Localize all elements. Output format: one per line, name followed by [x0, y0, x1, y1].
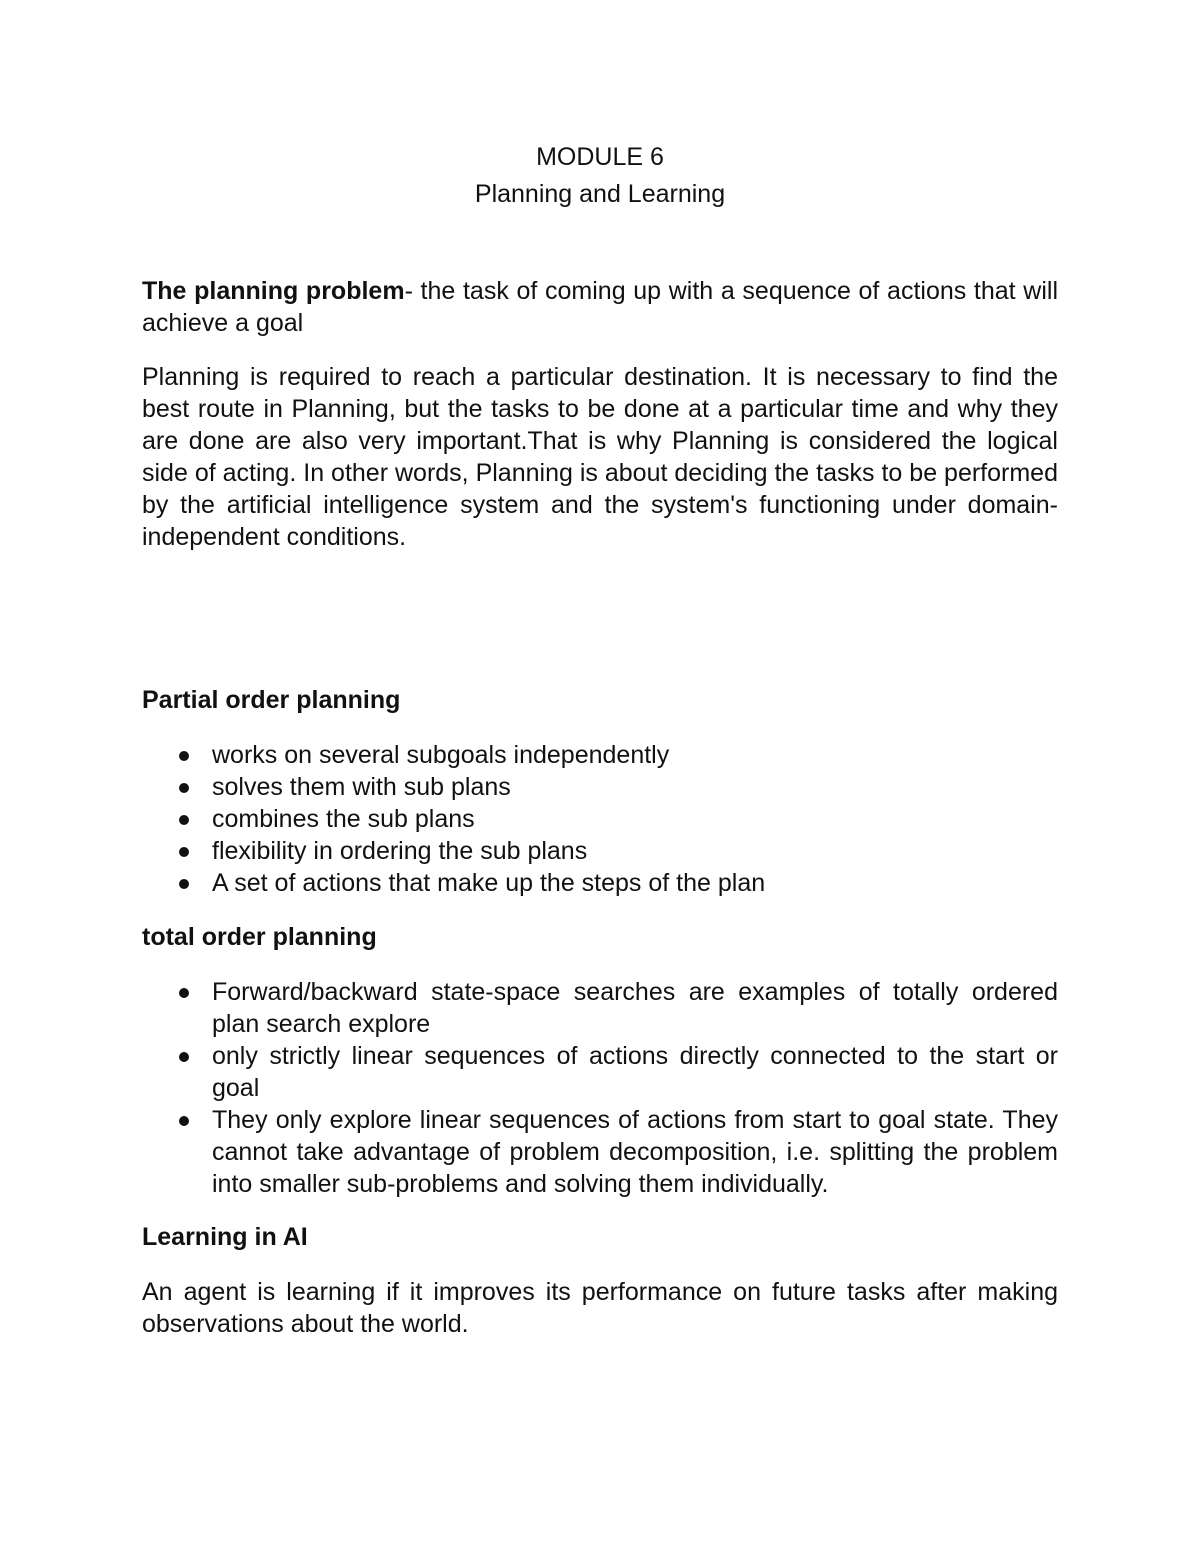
list-item: A set of actions that make up the steps of the plan	[142, 867, 1058, 899]
module-title: MODULE 6	[536, 143, 664, 171]
learning-heading: Learning in AI	[142, 1223, 308, 1251]
total-order-heading: total order planning	[142, 923, 377, 951]
planning-problem-term: The planning problem	[142, 277, 405, 305]
module-subtitle: Planning and Learning	[474, 180, 726, 208]
total-order-list	[142, 976, 1058, 1200]
bullet-icon	[179, 988, 189, 998]
planning-problem-definition	[142, 275, 1058, 339]
bullet-icon	[179, 783, 189, 793]
learning-paragraph: An agent is learning if it improves its performance on future tasks after making observations about the world.	[142, 1278, 1058, 1338]
planning-problem-text: - the task of coming up with a sequence of actions that will achieve a goal	[142, 277, 1059, 337]
bullet-icon	[179, 879, 189, 889]
list-item: only strictly linear sequences of actions directly connected to the start or goal	[142, 1040, 1058, 1104]
bullet-icon	[179, 1052, 189, 1062]
list-item: Forward/backward state-space searches are examples of totally ordered plan search explore	[142, 976, 1058, 1040]
bullet-icon	[179, 815, 189, 825]
list-item: flexibility in ordering the sub plans	[142, 835, 1058, 867]
list-item: They only explore linear sequences of actions from start to goal state. They cannot take advantage of problem decomposition, i.e. splitting the problem into smaller sub-problems and solving them individually.	[142, 1104, 1058, 1200]
partial-order-heading: Partial order planning	[142, 686, 401, 714]
list-item: works on several subgoals independently	[142, 739, 1058, 771]
list-item: combines the sub plans	[142, 803, 1058, 835]
bullet-icon	[179, 847, 189, 857]
bullet-icon	[179, 751, 189, 761]
planning-paragraph: Planning is required to reach a particular destination. It is necessary to find the best route in Planning, but the tasks to be done at a particular time and why they are done are also very important.That is why Planning is considered the logical side of acting. In other words, Planning is about deciding the tasks to be performed by the artificial intelligence system and the system's functioning under domain-independent conditions.	[142, 363, 1058, 551]
bullet-icon	[179, 1116, 189, 1126]
list-item: solves them with sub plans	[142, 771, 1058, 803]
partial-order-list	[142, 739, 1058, 899]
